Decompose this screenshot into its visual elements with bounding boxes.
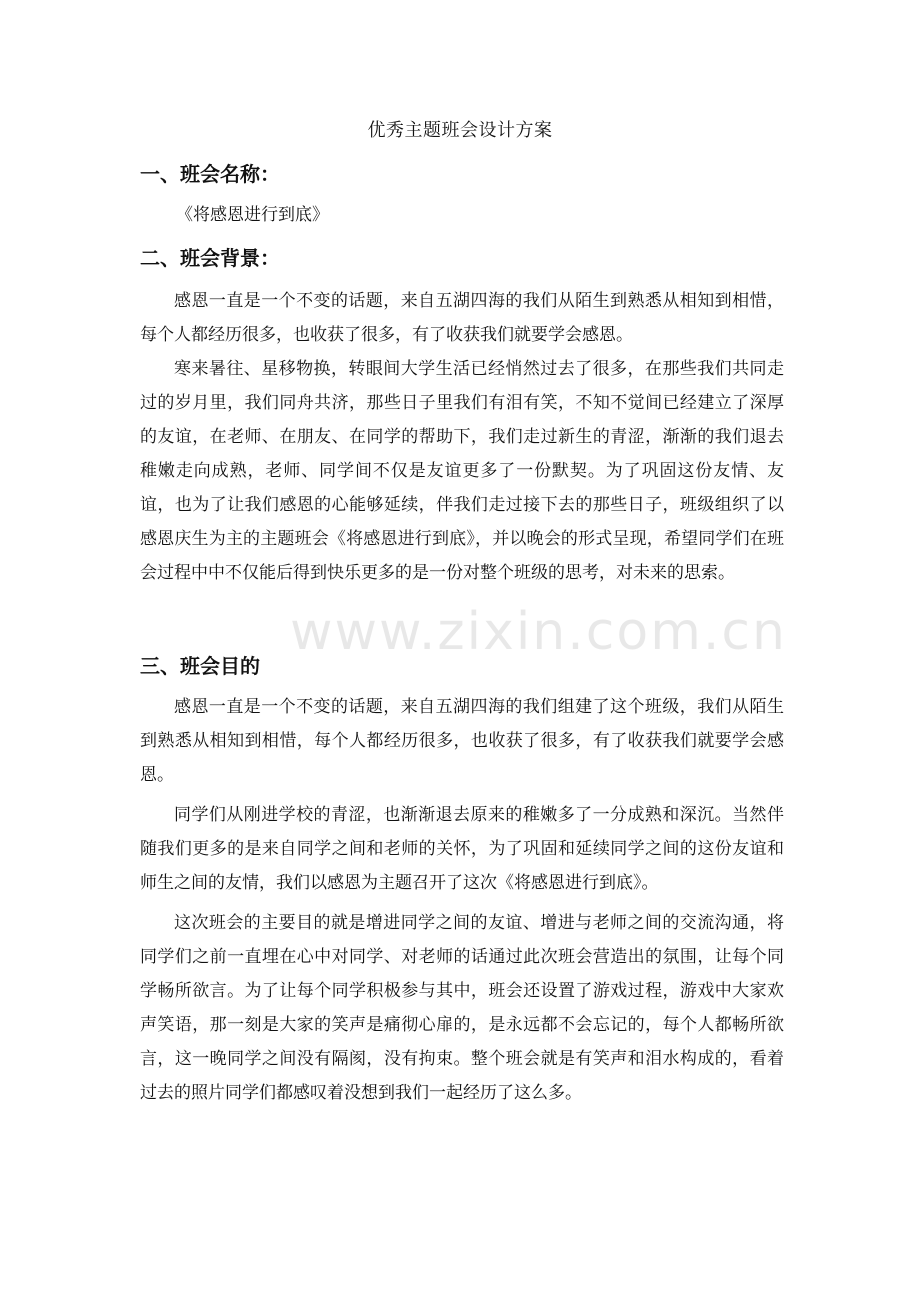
section-heading-purpose: 三、班会目的: [140, 654, 260, 678]
purpose-paragraph-2: 同学们从刚进学校的青涩，也渐渐退去原来的稚嫩多了一分成熟和深沉。当然伴随我们更多的是来自同学之间和老师的关怀，为了巩固和延续同学之间的这份友谊和师生之间的友情，我们以感恩为主题召开了这次《将感恩进行到底》。: [140, 805, 784, 893]
section-heading-name: 一、班会名称：: [140, 162, 280, 186]
document-title: 优秀主题班会设计方案: [367, 120, 553, 141]
purpose-paragraph-3: 这次班会的主要目的就是增进同学之间的友谊、增进与老师之间的交流沟通，将同学们之前一直埋在心中对同学、对老师的话通过此次班会营造出的氛围，让每个同学畅所欲言。为了让每个同学积极参与其中，班会还设置了游戏过程，游戏中大家欢声笑语，那一刻是大家的笑声是痛彻心扉的，是永远都不会忘记的，每个人都畅所欲言，这一晚同学之间没有隔阂，没有拘束。整个班会就是有笑声和泪水构成的，看着过去的照片同学们都感叹着没想到我们一起经历了这么多。: [140, 913, 784, 1103]
purpose-paragraph-1: 感恩一直是一个不变的话题，来自五湖四海的我们组建了这个班级，我们从陌生到熟悉从相知到相惜，每个人都经历很多，也收获了很多，有了收获我们就要学会感恩。: [140, 697, 784, 785]
background-paragraph-1: 感恩一直是一个不变的话题，来自五湖四海的我们从陌生到熟悉从相知到相惜，每个人都经历很多，也收获了很多，有了收获我们就要学会感恩。: [140, 291, 784, 345]
background-paragraph-2: 寒来暑往、星移物换，转眼间大学生活已经悄然过去了很多，在那些我们共同走过的岁月里，我们同舟共济，那些日子里我们有泪有笑，不知不觉间已经建立了深厚的友谊，在老师、在朋友、在同学的帮助下，我们走过新生的青涩，渐渐的我们退去稚嫩走向成熟，老师、同学间不仅是友谊更多了一份默契。为了巩固这份友情、友谊，也为了让我们感恩的心能够延续，伴我们走过接下去的那些日子，班级组织了以感恩庆生为主的主题班会《将感恩进行到底》，并以晚会的形式呈现，希望同学们在班会过程中中不仅能后得到快乐更多的是一份对整个班级的思考，对未来的思索。: [140, 359, 784, 583]
watermark-text: www.zixin.com.cn: [290, 602, 787, 662]
section-heading-background: 二、班会背景：: [140, 246, 280, 270]
class-meeting-name: 《将感恩进行到底》: [176, 205, 329, 225]
